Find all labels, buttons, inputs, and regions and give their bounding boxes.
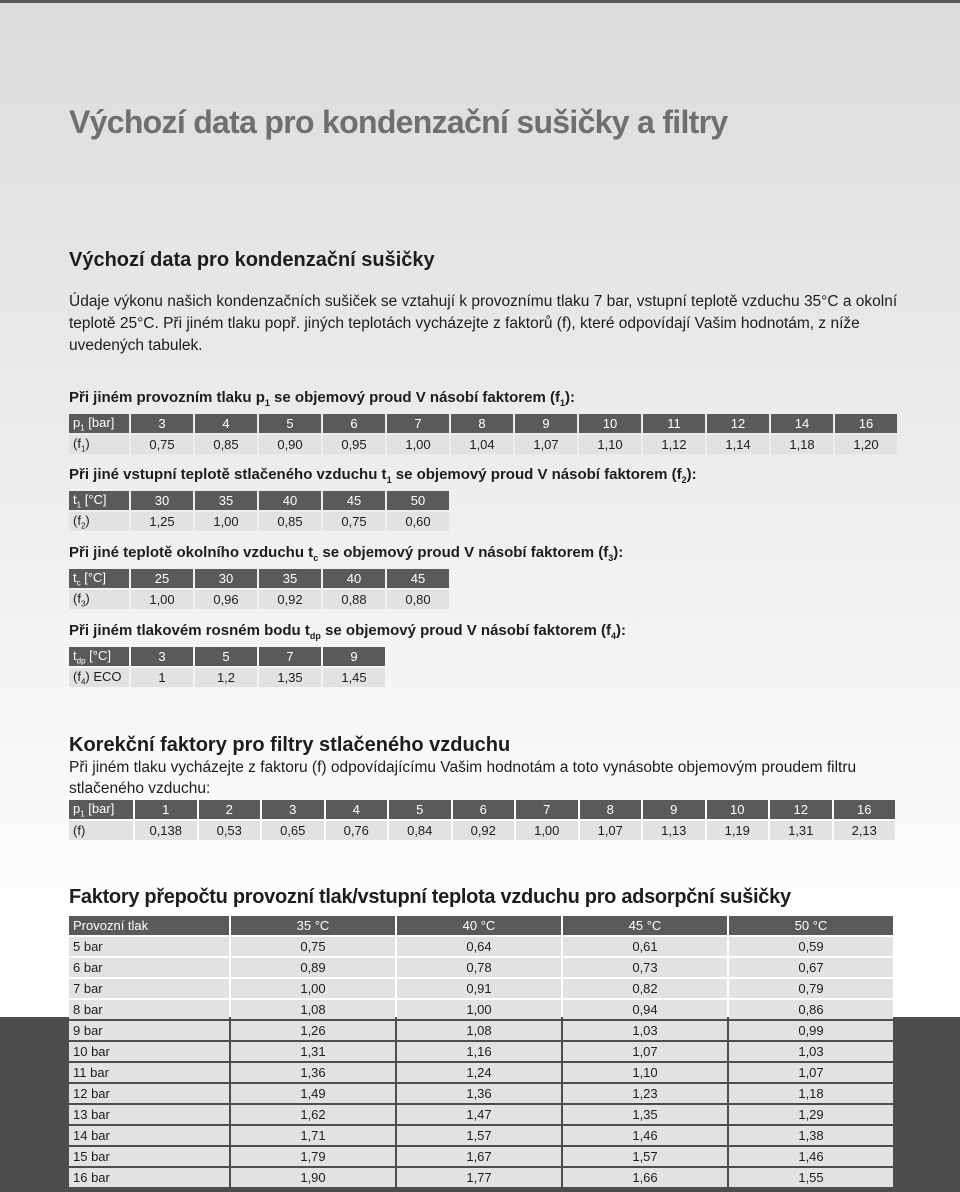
table-cell: 0,94 <box>563 1000 727 1019</box>
column-header: 45 °C <box>563 916 727 935</box>
table-cell: 1,14 <box>707 435 769 454</box>
table-cell: 1,04 <box>451 435 513 454</box>
table-cell: 1,12 <box>643 435 705 454</box>
table-cell: 4 <box>326 800 388 819</box>
table-cell: 0,80 <box>387 590 449 609</box>
table-cell: 10 <box>579 414 641 433</box>
table-cell: 1 <box>131 668 193 687</box>
table-cell: 1,57 <box>563 1147 727 1166</box>
table-cell: 1,46 <box>729 1147 893 1166</box>
table-cell: 25 <box>131 569 193 588</box>
table-cell: 45 <box>323 491 385 510</box>
table-cell: 1,08 <box>397 1021 561 1040</box>
table-row <box>69 979 893 998</box>
adsorption-factor-table <box>67 914 895 1189</box>
filters-paragraph: Při jiném tlaku vycházejte z faktoru (f) odpovídajícímu Vašim hodnotám a toto vynásobte objemovým proudem filtru stlačeného vzduchu: <box>69 759 857 797</box>
table-cell: 1,18 <box>771 435 833 454</box>
table-cell: 1,23 <box>563 1084 727 1103</box>
table-cell: 0,75 <box>231 937 395 956</box>
table-cell: 2 <box>199 800 261 819</box>
table-header-row <box>69 491 449 510</box>
row-label: 15 bar <box>69 1147 229 1166</box>
f1-table <box>67 412 899 456</box>
table-cell: 0,84 <box>389 821 451 840</box>
table-row <box>69 512 449 531</box>
table-cell: 0,60 <box>387 512 449 531</box>
table-row <box>69 1126 893 1145</box>
f4-table <box>67 645 387 689</box>
table-cell: 1,71 <box>231 1126 395 1145</box>
table-cell: 0,64 <box>397 937 561 956</box>
table-row <box>69 435 897 454</box>
table-cell: 1,13 <box>643 821 705 840</box>
table-cell: 1,62 <box>231 1105 395 1124</box>
table-header-row <box>69 414 897 433</box>
table-cell: 0,138 <box>135 821 197 840</box>
table-cell: 1,29 <box>729 1105 893 1124</box>
table-cell: 0,92 <box>259 590 321 609</box>
column-header: Provozní tlak <box>69 916 229 935</box>
row-label: (f) <box>69 821 133 840</box>
table-cell: 3 <box>131 647 193 666</box>
intro-paragraph: Údaje výkonu našich kondenzačních sušiček se vztahují k provoznímu tlaku 7 bar, vstupní teplotě vzduchu 35°C a okolní teplotě 25°C. Při jiném tlaku popř. jiných teplotách vycházejte z faktorů (f), které odpovídají Vašim hodnotám, z níže uvedených tabulek. <box>69 293 898 354</box>
table-cell: 11 <box>643 414 705 433</box>
table-row <box>69 958 893 977</box>
top-rule <box>0 0 960 3</box>
table-cell: 1,36 <box>397 1084 561 1103</box>
table-cell: 1,2 <box>195 668 257 687</box>
row-label: 6 bar <box>69 958 229 977</box>
row-label: 13 bar <box>69 1105 229 1124</box>
table-row <box>69 1000 893 1019</box>
f1-heading: Při jiném provozním tlaku $p_1$ se objemový proud V násobí faktorem $(f_1)$: <box>69 389 575 408</box>
table-cell: 8 <box>451 414 513 433</box>
table-cell: 0,92 <box>453 821 515 840</box>
table-cell: 1,07 <box>580 821 642 840</box>
table-cell: 0,90 <box>259 435 321 454</box>
table-cell: 1,00 <box>131 590 193 609</box>
table-cell: 2,13 <box>834 821 896 840</box>
table-cell: 30 <box>131 491 193 510</box>
table-cell: 6 <box>453 800 515 819</box>
table-cell: 1,26 <box>231 1021 395 1040</box>
table-cell: 16 <box>835 414 897 433</box>
table-cell: 1,38 <box>729 1126 893 1145</box>
table-cell: 5 <box>259 414 321 433</box>
row-label: $t_{dp}$ [°C] <box>69 647 129 666</box>
table-cell: 1,00 <box>397 1000 561 1019</box>
table-cell: 1,46 <box>563 1126 727 1145</box>
table-header-row <box>69 916 893 935</box>
page-title: Výchozí data pro kondenzační sušičky a filtry <box>69 104 728 140</box>
table-cell: 4 <box>195 414 257 433</box>
table-cell: 3 <box>262 800 324 819</box>
table-cell: 1,00 <box>195 512 257 531</box>
row-label: $(f_2)$ <box>69 512 129 531</box>
table-cell: 1,79 <box>231 1147 395 1166</box>
table-cell: 0,75 <box>323 512 385 531</box>
table-cell: 1,08 <box>231 1000 395 1019</box>
row-label: 7 bar <box>69 979 229 998</box>
table-cell: 1,18 <box>729 1084 893 1103</box>
table-cell: 7 <box>259 647 321 666</box>
row-label: $(f_3)$ <box>69 590 129 609</box>
table-row <box>69 1021 893 1040</box>
row-label: 9 bar <box>69 1021 229 1040</box>
section-title-dryers: Výchozí data pro kondenzační sušičky <box>69 249 435 271</box>
table-cell: 1,00 <box>516 821 578 840</box>
section-title-adsorption: Faktory přepočtu provozní tlak/vstupní teplota vzduchu pro adsorpční sušičky <box>69 886 791 908</box>
table-cell: 1,90 <box>231 1168 395 1187</box>
table-cell: 1,07 <box>563 1042 727 1061</box>
table-cell: 1,57 <box>397 1126 561 1145</box>
table-cell: 9 <box>643 800 705 819</box>
table-cell: 1,47 <box>397 1105 561 1124</box>
column-header: 35 °C <box>231 916 395 935</box>
table-cell: 0,88 <box>323 590 385 609</box>
table-cell: 0,75 <box>131 435 193 454</box>
table-cell: 1,10 <box>579 435 641 454</box>
table-cell: 0,53 <box>199 821 261 840</box>
table-row <box>69 1042 893 1061</box>
table-cell: 0,82 <box>563 979 727 998</box>
table-cell: 1,35 <box>259 668 321 687</box>
table-cell: 1,20 <box>835 435 897 454</box>
table-cell: 1,36 <box>231 1063 395 1082</box>
table-cell: 12 <box>770 800 832 819</box>
table-row <box>69 1147 893 1166</box>
table-cell: 1,16 <box>397 1042 561 1061</box>
table-row <box>69 590 449 609</box>
table-cell: 35 <box>259 569 321 588</box>
table-cell: 0,76 <box>326 821 388 840</box>
table-cell: 30 <box>195 569 257 588</box>
table-cell: 5 <box>389 800 451 819</box>
f2-heading: Při jiné vstupní teplotě stlačeného vzduchu $t_1$ se objemový proud V násobí faktorem $(f_2)$: <box>69 466 697 485</box>
table-cell: 7 <box>516 800 578 819</box>
table-cell: 7 <box>387 414 449 433</box>
table-cell: 1,00 <box>387 435 449 454</box>
table-cell: 1,45 <box>323 668 385 687</box>
row-label: $p_1$ [bar] <box>69 414 129 433</box>
table-row <box>69 668 385 687</box>
row-label: 11 bar <box>69 1063 229 1082</box>
table-header-row <box>69 647 385 666</box>
table-cell: 1,25 <box>131 512 193 531</box>
table-row <box>69 1063 893 1082</box>
table-cell: 0,95 <box>323 435 385 454</box>
table-row <box>69 821 895 840</box>
table-cell: 0,79 <box>729 979 893 998</box>
table-cell: 0,78 <box>397 958 561 977</box>
section-title-filters: Korekční faktory pro filtry stlačeného vzduchu <box>69 734 511 756</box>
table-cell: 1,31 <box>231 1042 395 1061</box>
table-cell: 12 <box>707 414 769 433</box>
table-cell: 1,35 <box>563 1105 727 1124</box>
table-cell: 0,99 <box>729 1021 893 1040</box>
table-cell: 9 <box>515 414 577 433</box>
row-label: $t_1$ [°C] <box>69 491 129 510</box>
column-header: 50 °C <box>729 916 893 935</box>
column-header: 40 °C <box>397 916 561 935</box>
table-cell: 0,65 <box>262 821 324 840</box>
f3-heading: Při jiné teplotě okolního vzduchu $t_c$ se objemový proud V násobí faktorem $(f_3)$: <box>69 544 624 563</box>
table-cell: 40 <box>323 569 385 588</box>
table-cell: 1 <box>135 800 197 819</box>
table-cell: 0,85 <box>259 512 321 531</box>
row-label: 8 bar <box>69 1000 229 1019</box>
row-label: $(f_4)$ ECO <box>69 668 129 687</box>
table-cell: 50 <box>387 491 449 510</box>
table-cell: 0,86 <box>729 1000 893 1019</box>
row-label: 16 bar <box>69 1168 229 1187</box>
table-cell: 1,00 <box>231 979 395 998</box>
table-cell: 3 <box>131 414 193 433</box>
table-cell: 9 <box>323 647 385 666</box>
table-cell: 1,19 <box>707 821 769 840</box>
row-label: 14 bar <box>69 1126 229 1145</box>
f3-table <box>67 567 451 611</box>
table-cell: 45 <box>387 569 449 588</box>
row-label: $(f_1)$ <box>69 435 129 454</box>
table-cell: 1,10 <box>563 1063 727 1082</box>
table-cell: 1,49 <box>231 1084 395 1103</box>
table-cell: 0,61 <box>563 937 727 956</box>
table-cell: 0,85 <box>195 435 257 454</box>
f2-table <box>67 489 451 533</box>
table-cell: 8 <box>580 800 642 819</box>
row-label: $p_1$ [bar] <box>69 800 133 819</box>
table-cell: 0,59 <box>729 937 893 956</box>
table-cell: 1,77 <box>397 1168 561 1187</box>
row-label: 5 bar <box>69 937 229 956</box>
table-cell: 40 <box>259 491 321 510</box>
table-cell: 1,67 <box>397 1147 561 1166</box>
table-cell: 1,03 <box>729 1042 893 1061</box>
table-cell: 35 <box>195 491 257 510</box>
table-cell: 16 <box>834 800 896 819</box>
row-label: $t_c$ [°C] <box>69 569 129 588</box>
row-label: 12 bar <box>69 1084 229 1103</box>
table-cell: 1,66 <box>563 1168 727 1187</box>
row-label: 10 bar <box>69 1042 229 1061</box>
table-cell: 6 <box>323 414 385 433</box>
table-row <box>69 1168 893 1187</box>
table-row <box>69 1105 893 1124</box>
f4-heading: Při jiném tlakovém rosném bodu $t_{dp}$ se objemový proud V násobí faktorem $(f_4)$: <box>69 622 626 641</box>
table-row <box>69 937 893 956</box>
table-cell: 5 <box>195 647 257 666</box>
table-cell: 1,03 <box>563 1021 727 1040</box>
table-cell: 1,55 <box>729 1168 893 1187</box>
table-row <box>69 1084 893 1103</box>
table-cell: 0,67 <box>729 958 893 977</box>
table-header-row <box>69 569 449 588</box>
table-cell: 14 <box>771 414 833 433</box>
table-cell: 1,07 <box>515 435 577 454</box>
table-cell: 10 <box>707 800 769 819</box>
table-header-row <box>69 800 895 819</box>
table-cell: 1,24 <box>397 1063 561 1082</box>
table-cell: 0,96 <box>195 590 257 609</box>
table-cell: 1,31 <box>770 821 832 840</box>
table-cell: 0,89 <box>231 958 395 977</box>
filter-factor-table <box>67 798 897 842</box>
table-cell: 1,07 <box>729 1063 893 1082</box>
table-cell: 0,91 <box>397 979 561 998</box>
table-cell: 0,73 <box>563 958 727 977</box>
